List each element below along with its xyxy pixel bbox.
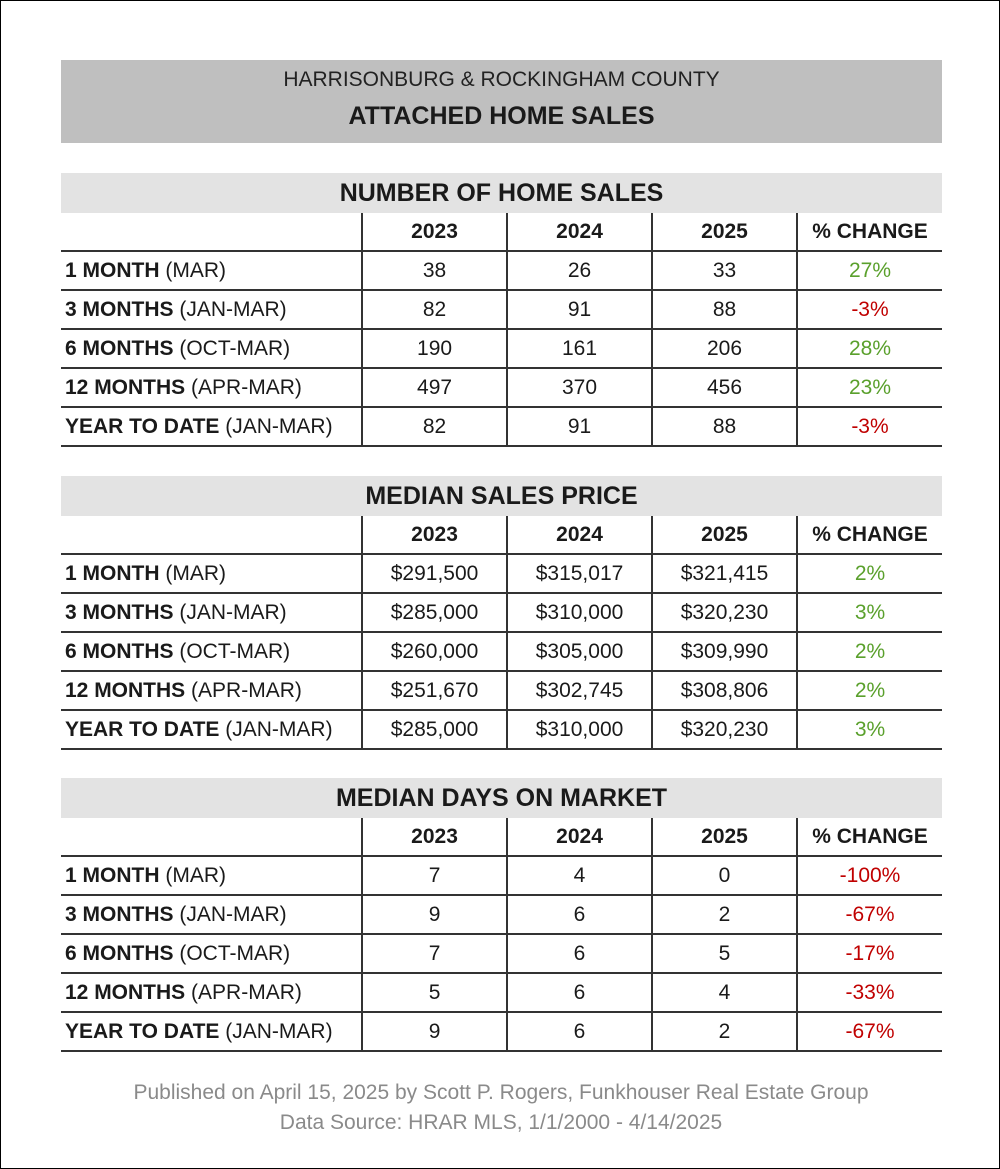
row-label — [61, 554, 362, 593]
row-range: (APR-MAR) — [191, 678, 302, 702]
row-period: 3 MONTHS — [65, 902, 174, 926]
column-header: 2024 — [507, 516, 652, 554]
value-2024: 370 — [507, 368, 652, 407]
percent-change: -100% — [797, 856, 942, 895]
percent-change: 3% — [797, 710, 942, 749]
table-row — [61, 934, 942, 973]
section-title: MEDIAN DAYS ON MARKET — [61, 778, 942, 818]
value-2025: $308,806 — [652, 671, 797, 710]
column-header: 2023 — [362, 516, 507, 554]
row-period: 6 MONTHS — [65, 639, 174, 663]
percent-change: -3% — [797, 407, 942, 446]
value-2023: $285,000 — [362, 710, 507, 749]
value-2024: 6 — [507, 973, 652, 1012]
column-header: 2025 — [652, 213, 797, 251]
column-header — [61, 213, 362, 251]
table-row — [61, 710, 942, 749]
percent-change: 28% — [797, 329, 942, 368]
row-period: 6 MONTHS — [65, 336, 174, 360]
row-label — [61, 1012, 362, 1051]
value-2024: $310,000 — [507, 710, 652, 749]
report-title: ATTACHED HOME SALES — [348, 102, 655, 130]
table-header-row — [61, 818, 942, 856]
value-2025: 5 — [652, 934, 797, 973]
table-row — [61, 632, 942, 671]
value-2023: 9 — [362, 895, 507, 934]
value-2025: 0 — [652, 856, 797, 895]
row-range: (OCT-MAR) — [179, 941, 291, 965]
value-2024: 6 — [507, 934, 652, 973]
row-range: (JAN-MAR) — [225, 717, 333, 741]
row-label — [61, 407, 362, 446]
table-row — [61, 856, 942, 895]
value-2024: 26 — [507, 251, 652, 290]
table-row — [61, 593, 942, 632]
table-row — [61, 251, 942, 290]
percent-change: 27% — [797, 251, 942, 290]
footer-source: Data Source: HRAR MLS, 1/1/2000 - 4/14/2025 — [279, 1111, 723, 1134]
table-row — [61, 368, 942, 407]
row-period: 6 MONTHS — [65, 941, 174, 965]
value-2025: 4 — [652, 973, 797, 1012]
value-2023: $285,000 — [362, 593, 507, 632]
value-2024: 91 — [507, 407, 652, 446]
value-2025: $320,230 — [652, 710, 797, 749]
value-2024: 91 — [507, 290, 652, 329]
value-2023: 497 — [362, 368, 507, 407]
value-2023: 7 — [362, 934, 507, 973]
row-period: 12 MONTHS — [65, 678, 186, 702]
section-median-sales-price — [61, 476, 942, 750]
value-2025: 88 — [652, 407, 797, 446]
value-2023: 82 — [362, 290, 507, 329]
value-2025: 456 — [652, 368, 797, 407]
row-label — [61, 329, 362, 368]
column-header: 2023 — [362, 818, 507, 856]
row-label — [61, 593, 362, 632]
data-table — [61, 213, 942, 447]
row-label — [61, 710, 362, 749]
value-2024: $315,017 — [507, 554, 652, 593]
value-2023: 5 — [362, 973, 507, 1012]
row-range: (JAN-MAR) — [225, 1019, 333, 1043]
percent-change: 2% — [797, 632, 942, 671]
row-label — [61, 895, 362, 934]
row-range: (OCT-MAR) — [179, 639, 291, 663]
table-header-row — [61, 213, 942, 251]
column-header: 2025 — [652, 818, 797, 856]
report-header — [61, 60, 942, 143]
row-range: (JAN-MAR) — [225, 414, 333, 438]
row-label — [61, 973, 362, 1012]
percent-change: 2% — [797, 671, 942, 710]
report-footer — [1, 1078, 1000, 1138]
value-2025: 88 — [652, 290, 797, 329]
value-2023: 82 — [362, 407, 507, 446]
value-2025: $309,990 — [652, 632, 797, 671]
value-2024: $305,000 — [507, 632, 652, 671]
value-2023: 7 — [362, 856, 507, 895]
value-2024: $310,000 — [507, 593, 652, 632]
value-2024: 4 — [507, 856, 652, 895]
row-period: YEAR TO DATE — [65, 1019, 220, 1043]
percent-change: 2% — [797, 554, 942, 593]
section-title: MEDIAN SALES PRICE — [61, 476, 942, 516]
row-range: (JAN-MAR) — [179, 297, 287, 321]
value-2023: $251,670 — [362, 671, 507, 710]
column-header — [61, 818, 362, 856]
table-row — [61, 973, 942, 1012]
row-period: 3 MONTHS — [65, 297, 174, 321]
row-range: (MAR) — [165, 863, 226, 887]
value-2025: $321,415 — [652, 554, 797, 593]
table-row — [61, 329, 942, 368]
row-period: 12 MONTHS — [65, 980, 186, 1004]
table-row — [61, 1012, 942, 1051]
row-label — [61, 290, 362, 329]
row-label — [61, 934, 362, 973]
column-header: % CHANGE — [797, 818, 942, 856]
row-range: (OCT-MAR) — [179, 336, 291, 360]
row-range: (APR-MAR) — [191, 980, 302, 1004]
percent-change: 23% — [797, 368, 942, 407]
section-number-of-home-sales — [61, 173, 942, 447]
row-label — [61, 671, 362, 710]
row-period: 1 MONTH — [65, 258, 160, 282]
row-label — [61, 856, 362, 895]
column-header: 2025 — [652, 516, 797, 554]
footer-published: Published on April 15, 2025 by Scott P. Rogers, Funkhouser Real Estate Group — [133, 1081, 869, 1104]
row-range: (MAR) — [165, 561, 226, 585]
percent-change: -17% — [797, 934, 942, 973]
row-period: 12 MONTHS — [65, 375, 186, 399]
section-median-days-on-market — [61, 778, 942, 1052]
row-label — [61, 251, 362, 290]
row-period: YEAR TO DATE — [65, 717, 220, 741]
table-row — [61, 554, 942, 593]
value-2023: $260,000 — [362, 632, 507, 671]
value-2025: 2 — [652, 895, 797, 934]
value-2024: 6 — [507, 895, 652, 934]
row-period: 1 MONTH — [65, 561, 160, 585]
percent-change: -3% — [797, 290, 942, 329]
row-period: 1 MONTH — [65, 863, 160, 887]
value-2024: 6 — [507, 1012, 652, 1051]
table-row — [61, 895, 942, 934]
column-header: 2023 — [362, 213, 507, 251]
value-2023: 38 — [362, 251, 507, 290]
column-header: 2024 — [507, 213, 652, 251]
report-subtitle: HARRISONBURG & ROCKINGHAM COUNTY — [283, 68, 720, 91]
row-range: (JAN-MAR) — [179, 902, 287, 926]
row-range: (MAR) — [165, 258, 226, 282]
value-2025: 33 — [652, 251, 797, 290]
section-title: NUMBER OF HOME SALES — [61, 173, 942, 213]
value-2023: $291,500 — [362, 554, 507, 593]
value-2023: 190 — [362, 329, 507, 368]
row-range: (APR-MAR) — [191, 375, 302, 399]
row-label — [61, 632, 362, 671]
percent-change: 3% — [797, 593, 942, 632]
value-2025: $320,230 — [652, 593, 797, 632]
column-header — [61, 516, 362, 554]
column-header: % CHANGE — [797, 213, 942, 251]
value-2023: 9 — [362, 1012, 507, 1051]
value-2024: 161 — [507, 329, 652, 368]
row-label — [61, 368, 362, 407]
percent-change: -33% — [797, 973, 942, 1012]
column-header: 2024 — [507, 818, 652, 856]
value-2025: 2 — [652, 1012, 797, 1051]
row-range: (JAN-MAR) — [179, 600, 287, 624]
data-table — [61, 516, 942, 750]
percent-change: -67% — [797, 1012, 942, 1051]
table-header-row — [61, 516, 942, 554]
percent-change: -67% — [797, 895, 942, 934]
row-period: YEAR TO DATE — [65, 414, 220, 438]
value-2024: $302,745 — [507, 671, 652, 710]
table-row — [61, 671, 942, 710]
data-table — [61, 818, 942, 1052]
table-row — [61, 290, 942, 329]
value-2025: 206 — [652, 329, 797, 368]
table-row — [61, 407, 942, 446]
column-header: % CHANGE — [797, 516, 942, 554]
row-period: 3 MONTHS — [65, 600, 174, 624]
